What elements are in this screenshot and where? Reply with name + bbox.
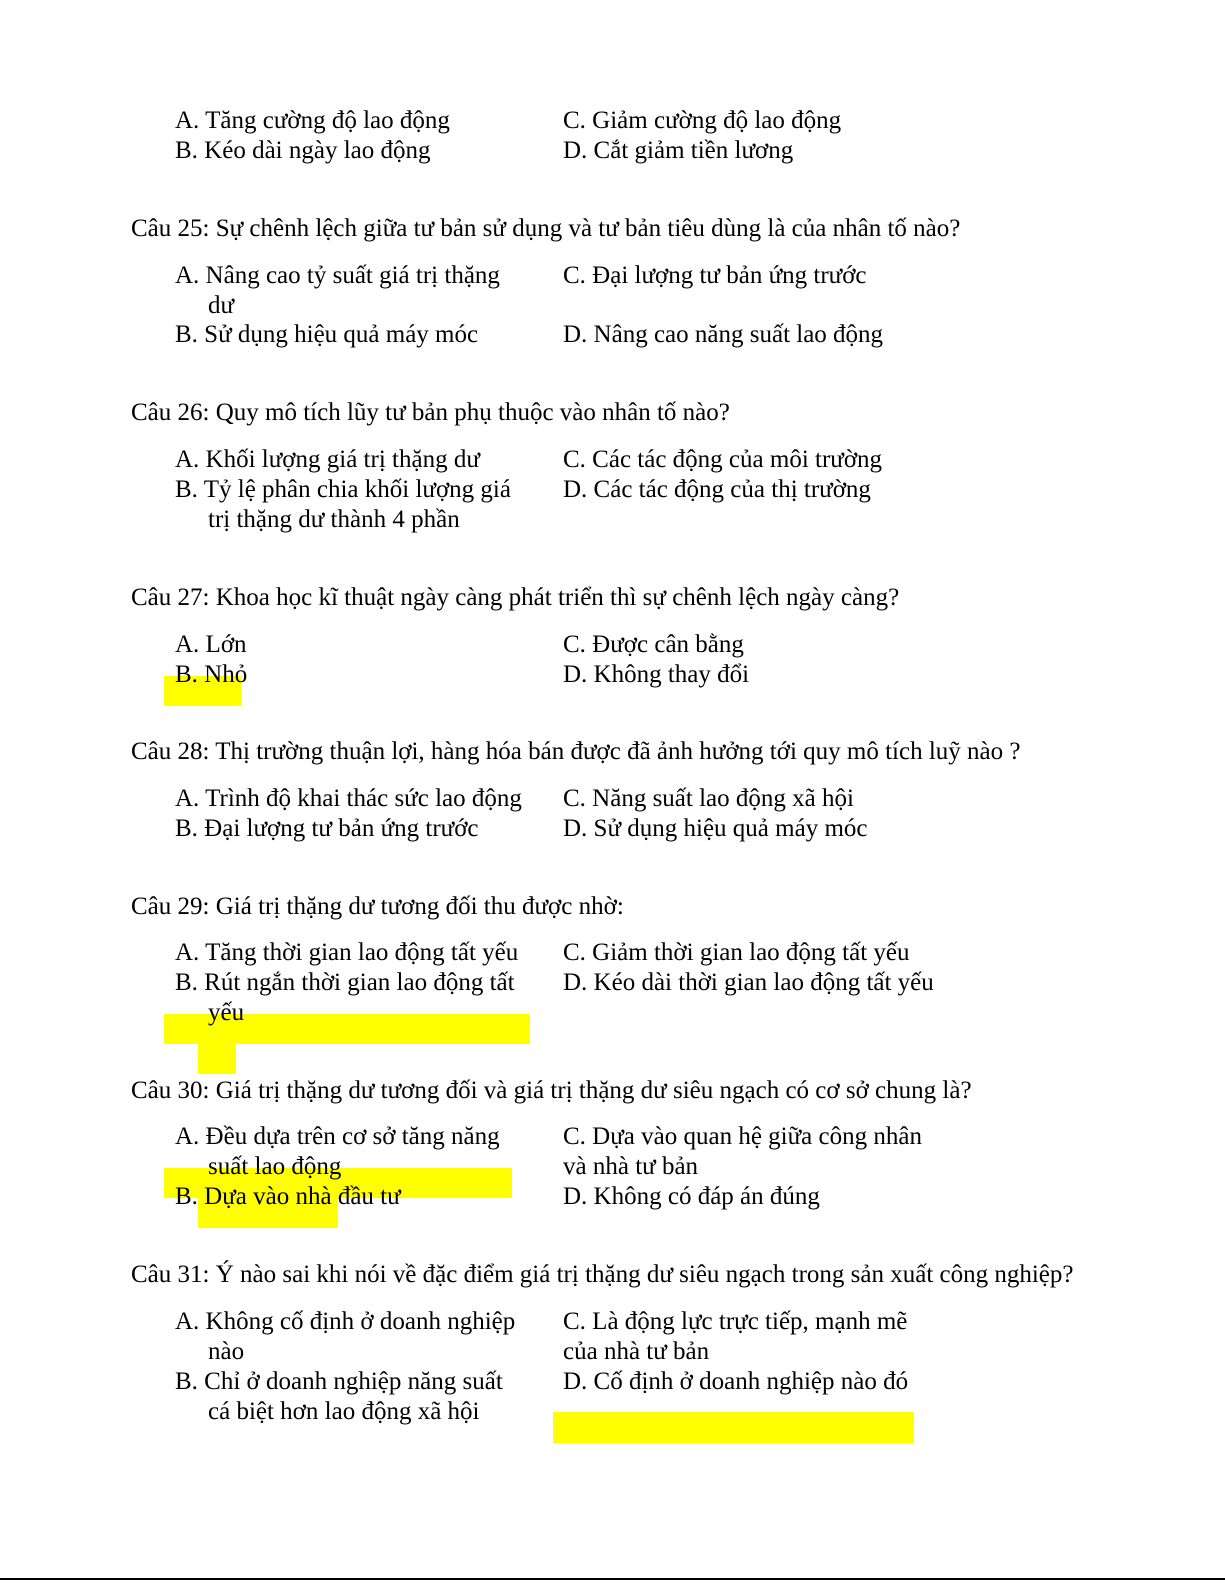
q28-option-a: A. Trình độ khai thác sức lao động — [175, 785, 522, 812]
q25-option-c: C. Đại lượng tư bản ứng trước — [563, 262, 867, 289]
q30-option-c-cont: và nhà tư bản — [563, 1153, 699, 1180]
q31-option-a-cont: nào — [208, 1338, 245, 1365]
q31-option-b: B. Chỉ ở doanh nghiệp năng suất — [175, 1368, 503, 1395]
q26-option-b-cont: trị thặng dư thành 4 phần — [208, 506, 460, 533]
highlight-q29-b-2 — [198, 1044, 236, 1074]
q31-option-a: A. Không cố định ở doanh nghiệp — [175, 1308, 516, 1335]
q30-option-b: B. Dựa vào nhà đầu tư — [175, 1183, 401, 1210]
q30-option-c: C. Dựa vào quan hệ giữa công nhân — [563, 1123, 922, 1150]
q29-option-b: B. Rút ngắn thời gian lao động tất — [175, 969, 515, 996]
q26-option-d: D. Các tác động của thị trường — [563, 476, 871, 503]
q28-option-c: C. Năng suất lao động xã hội — [563, 785, 854, 812]
q27-option-c: C. Được cân bằng — [563, 631, 744, 658]
q25-question: Câu 25: Sự chênh lệch giữa tư bản sử dụng và tư bản tiêu dùng là của nhân tố nào? — [131, 215, 961, 242]
q24-option-d: D. Cắt giảm tiền lương — [563, 137, 794, 164]
q29-option-d: D. Kéo dài thời gian lao động tất yếu — [563, 969, 934, 996]
q29-question: Câu 29: Giá trị thặng dư tương đối thu được nhờ: — [131, 893, 624, 920]
q28-option-b: B. Đại lượng tư bản ứng trước — [175, 815, 479, 842]
q25-option-d: D. Nâng cao năng suất lao động — [563, 321, 884, 348]
q27-option-d: D. Không thay đổi — [563, 661, 750, 688]
q27-question: Câu 27: Khoa học kĩ thuật ngày càng phát triển thì sự chênh lệch ngày càng? — [131, 584, 900, 611]
page-bottom-rule — [0, 1578, 1225, 1580]
q28-option-d: D. Sử dụng hiệu quả máy móc — [563, 815, 868, 842]
q24-option-a: A. Tăng cường độ lao động — [175, 107, 450, 134]
q31-option-c: C. Là động lực trực tiếp, mạnh mẽ — [563, 1308, 908, 1335]
q30-option-d: D. Không có đáp án đúng — [563, 1183, 820, 1210]
highlight-q31-d — [553, 1412, 914, 1443]
q31-option-b-cont: cá biệt hơn lao động xã hội — [208, 1398, 480, 1425]
q25-option-b: B. Sử dụng hiệu quả máy móc — [175, 321, 479, 348]
q30-option-a: A. Đều dựa trên cơ sở tăng năng — [175, 1123, 500, 1150]
q24-option-c: C. Giảm cường độ lao động — [563, 107, 842, 134]
q27-option-a: A. Lớn — [175, 631, 247, 658]
q26-option-b: B. Tỷ lệ phân chia khối lượng giá — [175, 476, 511, 503]
q30-question: Câu 30: Giá trị thặng dư tương đối và giá trị thặng dư siêu ngạch có cơ sở chung là? — [131, 1077, 972, 1104]
q29-option-c: C. Giảm thời gian lao động tất yếu — [563, 939, 910, 966]
q29-option-b-cont: yếu — [208, 999, 245, 1026]
q24-option-b: B. Kéo dài ngày lao động — [175, 137, 431, 164]
q25-option-a: A. Nâng cao tỷ suất giá trị thặng — [175, 262, 500, 289]
q31-question: Câu 31: Ý nào sai khi nói về đặc điểm giá trị thặng dư siêu ngạch trong sản xuất công nghiệp? — [131, 1261, 1074, 1288]
q31-option-d: D. Cố định ở doanh nghiệp nào đó — [563, 1368, 909, 1395]
q28-question: Câu 28: Thị trường thuận lợi, hàng hóa bán được đã ảnh hưởng tới quy mô tích luỹ nào ? — [131, 738, 1021, 765]
q30-option-a-cont: suất lao động — [208, 1153, 342, 1180]
q25-option-a-cont: dư — [208, 292, 235, 319]
q26-option-c: C. Các tác động của môi trường — [563, 446, 883, 473]
q26-question: Câu 26: Quy mô tích lũy tư bản phụ thuộc vào nhân tố nào? — [131, 399, 730, 426]
q27-option-b: B. Nhỏ — [175, 661, 248, 688]
q31-option-c-cont: của nhà tư bản — [563, 1338, 710, 1365]
q29-option-a: A. Tăng thời gian lao động tất yếu — [175, 939, 519, 966]
q26-option-a: A. Khối lượng giá trị thặng dư — [175, 446, 480, 473]
